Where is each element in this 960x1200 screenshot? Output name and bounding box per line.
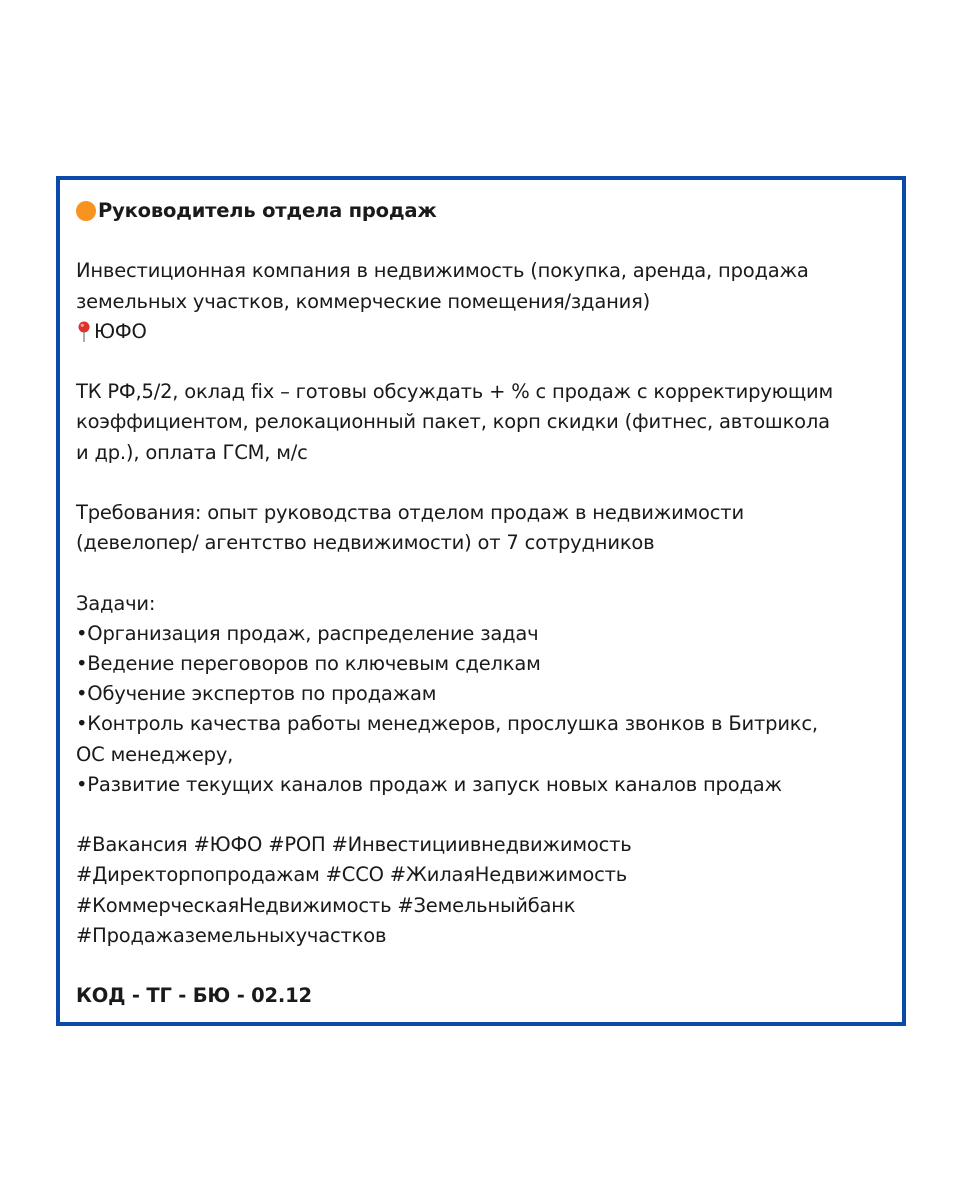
location-row	[76, 317, 892, 347]
task-item: •Ведение переговоров по ключевым сделкам	[76, 651, 541, 675]
vacancy-text	[76, 196, 892, 1011]
spacer	[76, 468, 892, 498]
company-description-line: Инвестиционная компания в недвижимость (покупка, аренда, продажа	[76, 259, 809, 283]
vacancy-title: Руководитель отдела продаж	[98, 199, 437, 222]
company-description-line: земельных участков, коммерческие помещения/здания)	[76, 289, 651, 313]
hashtags-line: #Директорпопродажам #ССО #ЖилаяНедвижимость	[76, 863, 628, 887]
conditions-line: коэффициентом, релокационный пакет, корп скидки (фитнес, автошкола	[76, 410, 830, 434]
spacer	[76, 951, 892, 981]
requirements-line: Требования: опыт руководства отделом продаж в недвижимости	[76, 500, 744, 524]
conditions-line: и др.), оплата ГСМ, м/с	[76, 440, 308, 464]
hashtags-line: #Продажаземельныхучастков	[76, 923, 387, 947]
spacer	[76, 347, 892, 377]
conditions-line: ТК РФ,5/2, оклад fix – готовы обсуждать + % с продаж с корректирующим	[76, 380, 833, 404]
vacancy-title-row	[76, 196, 892, 226]
task-item: •Обучение экспертов по продажам	[76, 682, 437, 706]
location-text: ЮФО	[94, 319, 147, 343]
vacancy-code: КОД - ТГ - БЮ - 02.12	[76, 984, 312, 1008]
round-pushpin-icon	[76, 321, 92, 343]
tasks-heading: Задачи:	[76, 591, 156, 615]
spacer	[76, 558, 892, 588]
hashtags-line: #КоммерческаяНедвижимость #Земельныйбанк	[76, 893, 576, 917]
vacancy-card	[56, 176, 906, 1026]
task-item: •Организация продаж, распределение задач	[76, 621, 539, 645]
task-item: •Контроль качества работы менеджеров, прослушка звонков в Битрикс,	[76, 712, 818, 736]
orange-circle-icon	[76, 201, 96, 221]
task-item: •Развитие текущих каналов продаж и запуск новых каналов продаж	[76, 772, 782, 796]
spacer	[76, 226, 892, 256]
requirements-line: (девелопер/ агентство недвижимости) от 7 сотрудников	[76, 531, 655, 555]
hashtags-line: #Вакансия #ЮФО #РОП #Инвестициивнедвижимость	[76, 833, 632, 857]
task-item-continuation: ОС менеджеру,	[76, 742, 234, 766]
spacer	[76, 800, 892, 830]
